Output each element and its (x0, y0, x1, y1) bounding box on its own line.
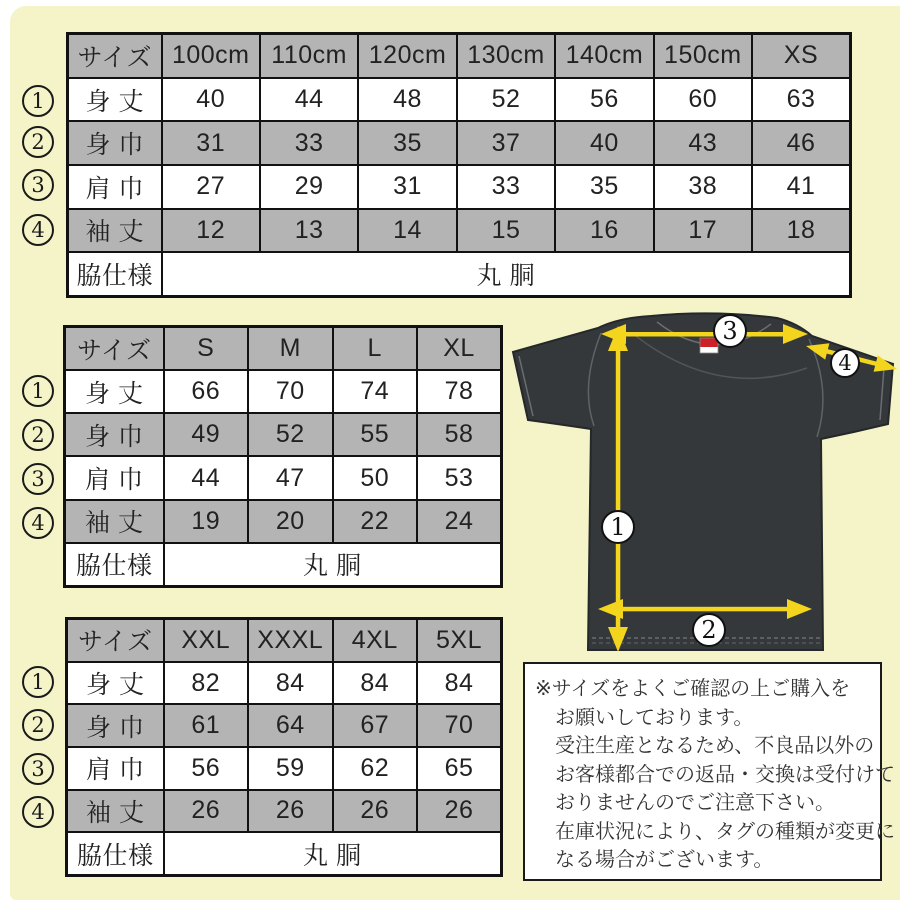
row-label: 袖 丈 (68, 209, 162, 253)
size-column-header: 130cm (457, 34, 555, 78)
row-number-badge: 2 (22, 419, 54, 451)
measurement-cell: 52 (248, 413, 333, 456)
size-column-header: 140cm (555, 34, 653, 78)
row-label: 身 丈 (65, 370, 164, 413)
measurement-cell: 19 (164, 500, 249, 543)
size-column-header: L (333, 327, 418, 371)
size-column-header: XS (752, 34, 850, 78)
table-row (68, 209, 851, 253)
marker-body-length: 1 (601, 510, 635, 544)
row-number-badge: 4 (22, 214, 54, 246)
measurement-cell: 61 (164, 704, 249, 747)
marker-body-width: 2 (692, 613, 726, 647)
measurement-cell: 66 (164, 370, 249, 413)
measurement-cell: 55 (333, 413, 418, 456)
measurement-cell: 12 (162, 209, 260, 253)
footer-value: 丸 胴 (162, 252, 851, 296)
measurement-cell: 26 (248, 790, 333, 833)
measurement-cell: 59 (248, 747, 333, 790)
row-label: 身 丈 (67, 662, 164, 705)
size-column-header: 5XL (417, 619, 502, 662)
size-column-header: S (164, 327, 249, 371)
size-column-header: XXXL (248, 619, 333, 662)
row-label: 袖 丈 (65, 500, 164, 543)
notice-line: おりませんのでご注意下さい。 (555, 792, 835, 814)
row-number-badge: 2 (22, 126, 54, 158)
footer-label: 脇仕様 (65, 543, 164, 587)
measurement-cell: 48 (358, 78, 456, 122)
measurement-cell: 16 (555, 209, 653, 253)
measurement-cell: 33 (457, 165, 555, 209)
measurement-cell: 60 (654, 78, 752, 122)
measurement-cell: 70 (417, 704, 502, 747)
measurement-cell: 13 (260, 209, 358, 253)
measurement-cell: 53 (417, 456, 502, 499)
measurement-cell: 82 (164, 662, 249, 705)
row-label: 身 丈 (68, 78, 162, 122)
measurement-cell: 62 (333, 747, 418, 790)
notice-line: お客様都合での返品・交換は受付けて (555, 763, 895, 786)
measurement-cell: 38 (654, 165, 752, 209)
measurement-cell: 37 (457, 121, 555, 165)
row-label: 身 巾 (68, 121, 162, 165)
measurement-cell: 40 (555, 121, 653, 165)
notice-line: なる場合がございます。 (555, 849, 774, 871)
footer-value: 丸 胴 (164, 543, 502, 587)
row-number-badge: 2 (22, 709, 54, 741)
measurement-cell: 26 (333, 790, 418, 833)
footer-label: 脇仕様 (68, 252, 162, 296)
measurement-cell: 44 (260, 78, 358, 122)
measurement-cell: 58 (417, 413, 502, 456)
measurement-cell: 63 (752, 78, 850, 122)
measurement-cell: 17 (654, 209, 752, 253)
measurement-cell: 27 (162, 165, 260, 209)
measurement-cell: 56 (555, 78, 653, 122)
size-header-cell: サイズ (65, 327, 164, 371)
size-column-header: 150cm (654, 34, 752, 78)
footer-label: 脇仕様 (67, 832, 164, 875)
measurement-cell: 84 (333, 662, 418, 705)
notice-line: ※サイズをよくご確認の上ご購入を (535, 678, 851, 700)
row-label: 肩 巾 (68, 165, 162, 209)
size-column-header: 4XL (333, 619, 418, 662)
measurement-cell: 84 (417, 662, 502, 705)
table-row (65, 413, 502, 456)
measurement-cell: 31 (358, 165, 456, 209)
measurement-cell: 22 (333, 500, 418, 543)
size-column-header: M (248, 327, 333, 371)
measurement-cell: 33 (260, 121, 358, 165)
row-number-badge: 1 (22, 375, 54, 407)
measurement-cell: 50 (333, 456, 418, 499)
measurement-cell: 47 (248, 456, 333, 499)
marker-shoulder-width: 3 (713, 314, 747, 348)
notice-line: 受注生産となるため、不良品以外の (555, 735, 875, 757)
table-row (68, 121, 851, 165)
measurement-cell: 46 (752, 121, 850, 165)
row-label: 肩 巾 (67, 747, 164, 790)
row-label: 身 巾 (65, 413, 164, 456)
purchase-notice-box (523, 662, 895, 881)
notice-line: 在庫状況により、タグの種類が変更に (555, 820, 895, 843)
measurement-cell: 31 (162, 121, 260, 165)
table-row (67, 747, 502, 790)
measurement-cell: 64 (248, 704, 333, 747)
measurement-cell: 35 (555, 165, 653, 209)
row-label: 袖 丈 (67, 790, 164, 833)
measurement-cell: 44 (164, 456, 249, 499)
measurement-cell: 74 (333, 370, 418, 413)
table-row (68, 78, 851, 122)
size-column-header: XL (417, 327, 502, 371)
measurement-cell: 29 (260, 165, 358, 209)
size-column-header: 120cm (358, 34, 456, 78)
row-label: 肩 巾 (65, 456, 164, 499)
measurement-cell: 65 (417, 747, 502, 790)
row-number-badge: 1 (22, 85, 54, 117)
size-header-cell: サイズ (67, 619, 164, 662)
row-number-badge: 3 (22, 753, 54, 785)
measurement-cell: 26 (164, 790, 249, 833)
measurement-cell: 15 (457, 209, 555, 253)
measurement-cell: 78 (417, 370, 502, 413)
row-number-badge: 1 (22, 666, 54, 698)
measurement-cell: 35 (358, 121, 456, 165)
table-row (65, 370, 502, 413)
measurement-cell: 14 (358, 209, 456, 253)
marker-sleeve-length: 4 (830, 348, 860, 378)
measurement-cell: 49 (164, 413, 249, 456)
table-row (65, 500, 502, 543)
measurement-cell: 67 (333, 704, 418, 747)
row-number-badge: 3 (22, 463, 54, 495)
row-number-badge: 4 (22, 507, 54, 539)
measurement-cell: 20 (248, 500, 333, 543)
table-row (67, 662, 502, 705)
size-column-header: 100cm (162, 34, 260, 78)
measurement-cell: 56 (164, 747, 249, 790)
big-size-table (65, 617, 503, 877)
measurement-cell: 84 (248, 662, 333, 705)
measurement-cell: 52 (457, 78, 555, 122)
measurement-cell: 70 (248, 370, 333, 413)
measurement-cell: 40 (162, 78, 260, 122)
kids-size-table (66, 32, 852, 298)
measurement-cell: 18 (752, 209, 850, 253)
size-column-header: XXL (164, 619, 249, 662)
table-row (67, 704, 502, 747)
measurement-cell: 26 (417, 790, 502, 833)
row-label: 身 巾 (67, 704, 164, 747)
footer-value: 丸 胴 (164, 832, 502, 875)
table-row (65, 456, 502, 499)
measurement-cell: 43 (654, 121, 752, 165)
size-header-cell: サイズ (68, 34, 162, 78)
size-column-header: 110cm (260, 34, 358, 78)
row-number-badge: 3 (22, 169, 54, 201)
measurement-cell: 41 (752, 165, 850, 209)
table-row (67, 790, 502, 833)
measurement-cell: 24 (417, 500, 502, 543)
notice-line: お願いしております。 (555, 706, 754, 729)
table-row (68, 165, 851, 209)
row-number-badge: 4 (22, 796, 54, 828)
adult-size-table (63, 325, 503, 588)
